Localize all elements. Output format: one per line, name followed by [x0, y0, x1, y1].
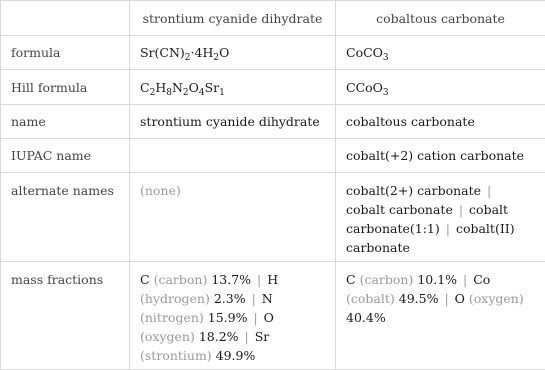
- element-name: (strontium): [140, 348, 212, 363]
- element-name: (carbon): [154, 272, 208, 287]
- row-label-name: name: [1, 105, 130, 139]
- subscript: 4: [199, 88, 205, 98]
- separator: |: [255, 272, 263, 287]
- formula-part: H: [155, 80, 166, 95]
- row-label-iupac-name: IUPAC name: [1, 139, 130, 173]
- element-name: (oxygen): [140, 329, 195, 344]
- formula-part: C: [140, 80, 150, 95]
- corner-cell: [1, 1, 130, 36]
- subscript: 1: [219, 88, 225, 98]
- row-formula: [1, 36, 545, 70]
- column-header-strontium-cyanide-dihydrate: strontium cyanide dihydrate: [130, 1, 336, 36]
- formula-part: O: [219, 45, 229, 60]
- mass-fractions-col1: [130, 262, 336, 370]
- element-name: (oxygen): [469, 291, 524, 306]
- name-col1: strontium cyanide dihydrate: [130, 105, 336, 139]
- subscript: 8: [166, 88, 172, 98]
- element-symbol: O: [455, 291, 465, 306]
- formula-part: CoCO: [346, 45, 383, 60]
- row-label-mass-fractions: mass fractions: [1, 262, 130, 370]
- formula-col2-text: [346, 45, 389, 60]
- element-symbol: C: [346, 272, 356, 287]
- row-mass-fractions: [1, 262, 545, 370]
- mass-percent: 18.2%: [199, 329, 239, 344]
- element-name: (carbon): [360, 272, 414, 287]
- alternate-names-col1: (none): [130, 173, 336, 262]
- element-name: (hydrogen): [140, 291, 210, 306]
- row-label-hill-formula: Hill formula: [1, 70, 130, 105]
- iupac-name-col1: [130, 139, 336, 173]
- formula-part: Sr: [205, 80, 220, 95]
- formula-col1: [130, 36, 336, 70]
- mass-fractions-col1-list: [140, 272, 278, 363]
- separator: |: [250, 291, 258, 306]
- separator: |: [251, 310, 259, 325]
- formula-col2: [336, 36, 545, 70]
- name-col2: cobaltous carbonate: [336, 105, 545, 139]
- separator: |: [461, 272, 469, 287]
- subscript: 2: [150, 88, 156, 98]
- mass-percent: 15.9%: [208, 310, 248, 325]
- row-label-alternate-names: alternate names: [1, 173, 130, 262]
- mass-fractions-col2-list: [346, 272, 524, 325]
- hill-formula-col1: [130, 70, 336, 105]
- separator: |: [442, 291, 450, 306]
- hill-formula-col2-text: [346, 80, 389, 95]
- subscript: 2: [185, 53, 191, 63]
- mass-percent: 2.3%: [214, 291, 246, 306]
- element-symbol: C: [140, 272, 150, 287]
- hill-formula-col1-text: [140, 80, 225, 95]
- separator: |: [243, 329, 251, 344]
- alternate-name: cobalt carbonate: [346, 202, 453, 217]
- element-symbol: O: [264, 310, 274, 325]
- mass-percent: 10.1%: [417, 272, 457, 287]
- formula-part: N: [172, 80, 183, 95]
- hill-formula-col2: [336, 70, 545, 105]
- row-name: [1, 105, 545, 139]
- subscript: 2: [213, 53, 219, 63]
- element-symbol: H: [267, 272, 278, 287]
- iupac-name-col2: cobalt(+2) cation carbonate: [336, 139, 545, 173]
- alternate-names-col2: [336, 173, 545, 262]
- row-label-formula: formula: [1, 36, 130, 70]
- formula-part: ·4H: [191, 45, 214, 60]
- formula-part: CCoO: [346, 80, 383, 95]
- mass-percent: 49.9%: [216, 348, 256, 363]
- row-alternate-names: [1, 173, 545, 262]
- formula-part: Sr(CN): [140, 45, 185, 60]
- element-name: (cobalt): [346, 291, 395, 306]
- mass-fractions-col2: [336, 262, 545, 370]
- formula-col1-text: [140, 45, 229, 60]
- separator: |: [457, 202, 465, 217]
- alternate-name: cobalt(II) carbonate: [346, 221, 515, 255]
- formula-part: O: [189, 80, 199, 95]
- row-iupac-name: [1, 139, 545, 173]
- element-symbol: Co: [473, 272, 490, 287]
- alternate-name: cobalt(2+) carbonate: [346, 183, 481, 198]
- header-row: [1, 1, 545, 36]
- element-symbol: N: [262, 291, 273, 306]
- alternate-name: cobalt carbonate(1:1): [346, 202, 508, 236]
- element-name: (nitrogen): [140, 310, 204, 325]
- subscript: 3: [383, 88, 389, 98]
- separator: |: [444, 221, 452, 236]
- mass-percent: 13.7%: [211, 272, 251, 287]
- row-hill-formula: [1, 70, 545, 105]
- column-header-cobaltous-carbonate: cobaltous carbonate: [336, 1, 545, 36]
- subscript: 3: [383, 53, 389, 63]
- separator: |: [485, 183, 493, 198]
- mass-percent: 40.4%: [346, 310, 386, 325]
- subscript: 2: [183, 88, 189, 98]
- element-symbol: Sr: [255, 329, 270, 344]
- alternate-names-col2-list: [346, 183, 515, 255]
- mass-percent: 49.5%: [399, 291, 439, 306]
